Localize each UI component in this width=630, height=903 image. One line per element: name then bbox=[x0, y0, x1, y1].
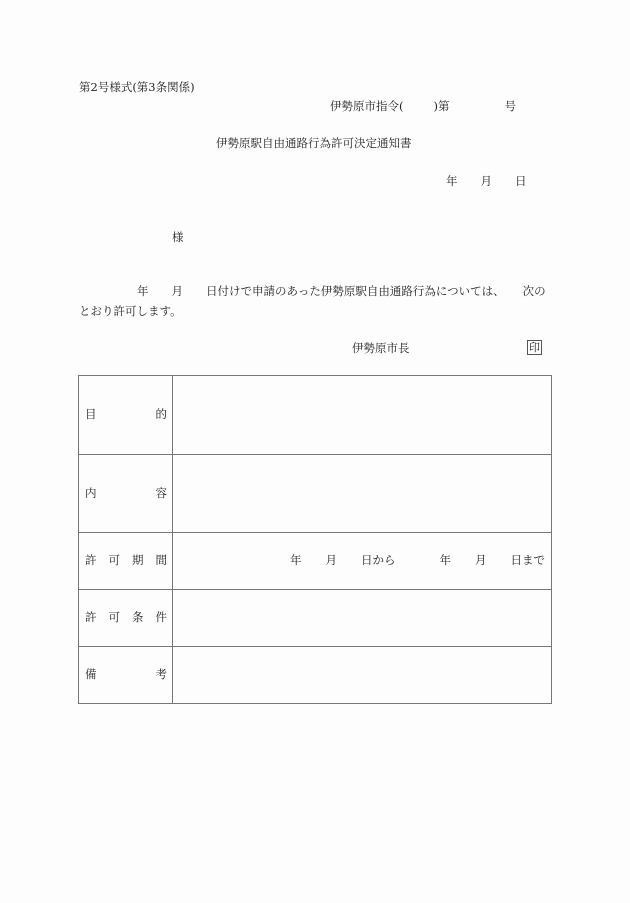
label-content bbox=[79, 455, 173, 533]
table-row-conditions bbox=[79, 590, 552, 647]
label-char: 備 bbox=[85, 667, 97, 682]
label-char: 条 bbox=[132, 610, 144, 625]
table-row-period bbox=[79, 533, 552, 590]
value-conditions[interactable] bbox=[173, 590, 552, 647]
label-char: 目 bbox=[85, 407, 97, 422]
reference-suffix: 号 bbox=[504, 99, 516, 113]
label-char: 内 bbox=[85, 485, 97, 500]
body-text: 日付けで申請のあった伊勢原駅自由通路行為については、 bbox=[206, 284, 505, 298]
body-line-1 bbox=[137, 286, 546, 298]
reference-prefix: 伊勢原市指令( bbox=[330, 99, 404, 113]
table-row-remarks bbox=[79, 647, 552, 704]
to-year: 年 bbox=[439, 553, 451, 568]
table-row-content bbox=[79, 455, 552, 533]
label-char: 間 bbox=[155, 553, 167, 568]
label-period bbox=[79, 533, 173, 590]
body-text-end: 次の bbox=[522, 284, 546, 298]
addressee-suffix: 様 bbox=[172, 230, 184, 244]
label-char: 許 bbox=[85, 553, 97, 568]
body-line-2: とおり許可します。 bbox=[79, 304, 182, 318]
reference-middle: )第 bbox=[433, 99, 450, 113]
date-year: 年 bbox=[446, 174, 458, 188]
date-month: 月 bbox=[480, 174, 492, 188]
to-day: 日まで bbox=[510, 553, 545, 568]
value-content[interactable] bbox=[173, 455, 552, 533]
reference-number bbox=[330, 101, 516, 113]
value-remarks[interactable] bbox=[173, 647, 552, 704]
table-row-purpose bbox=[79, 376, 552, 455]
label-char: 件 bbox=[155, 610, 167, 625]
label-char: 可 bbox=[108, 553, 120, 568]
document-title: 伊勢原駅自由通路行為許可決定通知書 bbox=[216, 136, 412, 150]
seal-icon: 印 bbox=[529, 341, 540, 354]
label-char: 可 bbox=[108, 610, 120, 625]
label-char: 許 bbox=[85, 610, 97, 625]
from-year: 年 bbox=[290, 553, 302, 568]
signatory: 伊勢原市長 bbox=[352, 341, 410, 355]
label-char: 的 bbox=[155, 407, 167, 422]
form-header: 第2号様式(第3条関係) bbox=[79, 80, 195, 94]
label-char: 容 bbox=[155, 485, 167, 500]
date-day: 日 bbox=[515, 174, 527, 188]
label-conditions bbox=[79, 590, 173, 647]
seal-mark bbox=[527, 342, 542, 354]
details-table bbox=[78, 375, 552, 704]
label-remarks bbox=[79, 647, 173, 704]
from-day: 日から bbox=[361, 553, 396, 568]
from-month: 月 bbox=[325, 553, 337, 568]
value-purpose[interactable] bbox=[173, 376, 552, 455]
body-month: 月 bbox=[171, 284, 183, 298]
value-period[interactable] bbox=[173, 533, 552, 590]
label-char: 考 bbox=[155, 667, 167, 682]
body-year: 年 bbox=[137, 284, 149, 298]
issue-date bbox=[446, 176, 527, 188]
label-char: 期 bbox=[132, 553, 144, 568]
to-month: 月 bbox=[475, 553, 487, 568]
label-purpose bbox=[79, 376, 173, 455]
